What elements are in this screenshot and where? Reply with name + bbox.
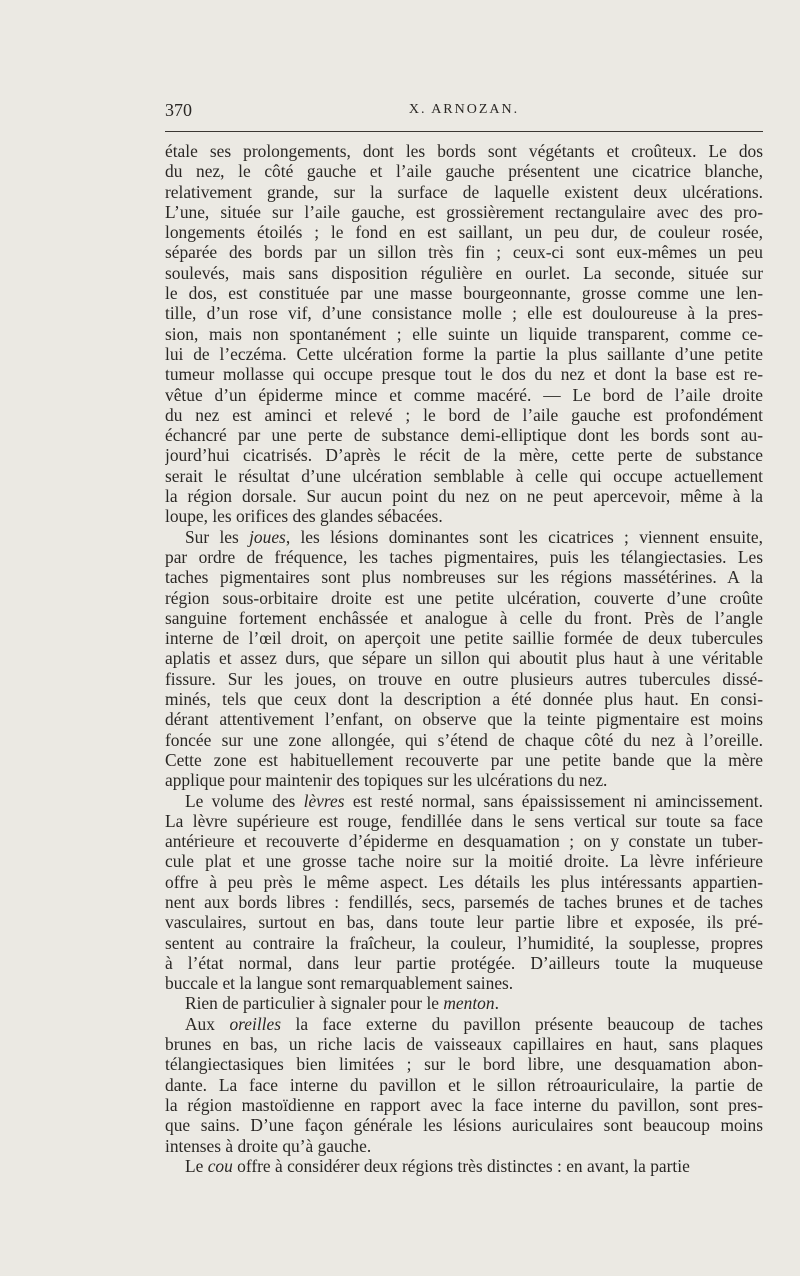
text-line bbox=[165, 709, 763, 729]
text-line bbox=[165, 344, 763, 364]
text-run: loupe, les orifices des glandes sébacées. bbox=[165, 506, 443, 527]
text-line bbox=[165, 486, 763, 506]
text-line bbox=[165, 1075, 763, 1095]
italic-term: cou bbox=[207, 1155, 233, 1176]
text-run: serait le résultat d’une ulcération semblable à celle qui occupe actuellement bbox=[165, 465, 763, 486]
text-run: la région mastoïdienne en rapport avec la face interne du pavillon, sont pres- bbox=[165, 1094, 763, 1115]
text-line bbox=[165, 303, 763, 323]
text-line bbox=[165, 811, 763, 831]
text-run: applique pour maintenir des topiques sur les ulcérations du nez. bbox=[165, 770, 608, 791]
text-line bbox=[165, 405, 763, 425]
text-line bbox=[165, 141, 763, 161]
paragraph bbox=[165, 527, 763, 791]
text-run: le dos, est constituée par une masse bourgeonnante, grosse comme une len- bbox=[165, 283, 763, 304]
paragraph bbox=[165, 993, 763, 1013]
text-run: région sous-orbitaire droite est une petite ulcération, couverte d’une croûte bbox=[165, 587, 763, 608]
running-head: X. ARNOZAN. bbox=[408, 102, 520, 117]
text-line bbox=[165, 1136, 763, 1156]
text-line bbox=[165, 242, 763, 262]
italic-term: joues bbox=[249, 526, 286, 547]
text-run: aplatis et assez durs, que sépare un sillon qui aboutit plus haut à une véritable bbox=[165, 648, 763, 669]
text-run: la face externe du pavillon présente beaucoup de taches bbox=[280, 1013, 763, 1034]
text-line bbox=[165, 831, 763, 851]
text-line bbox=[165, 689, 763, 709]
text-line bbox=[165, 1014, 763, 1034]
text-run: Aux bbox=[185, 1013, 230, 1034]
text-run: minés, tels que ceux dont la description a été donnée plus haut. En consi- bbox=[165, 689, 763, 710]
italic-term: oreilles bbox=[229, 1013, 281, 1034]
paragraph bbox=[165, 1156, 763, 1176]
text-line bbox=[165, 912, 763, 932]
text-run: cule plat et une grosse tache noire sur la moitié droite. La lèvre inférieure bbox=[165, 851, 763, 872]
text-run: offre à peu près le même aspect. Les détails les plus intéressants appartien- bbox=[165, 871, 763, 892]
header-rule bbox=[165, 131, 763, 132]
text-line bbox=[165, 1156, 763, 1176]
text-run: que sains. D’une façon générale les lésions auriculaires sont beaucoup moins bbox=[165, 1115, 763, 1136]
text-run: par ordre de fréquence, les taches pigmentaires, puis les télangiectasies. Les bbox=[165, 546, 763, 567]
text-run: échancré par une perte de substance demi-elliptique dont les bords sont au- bbox=[165, 425, 763, 446]
text-line bbox=[165, 669, 763, 689]
text-line bbox=[165, 953, 763, 973]
text-line bbox=[165, 527, 763, 547]
text-line bbox=[165, 445, 763, 465]
text-run: longements étoilés ; le fond en est saillant, un peu dur, de couleur rosée, bbox=[165, 222, 763, 243]
text-line bbox=[165, 933, 763, 953]
text-line bbox=[165, 993, 763, 1013]
text-run: du nez, le côté gauche et l’aile gauche présentent une cicatrice blanche, bbox=[165, 161, 763, 182]
text-line bbox=[165, 385, 763, 405]
text-run: la région dorsale. Sur aucun point du nez on ne peut apercevoir, même à la bbox=[165, 486, 763, 507]
italic-term: menton bbox=[443, 993, 495, 1014]
text-line bbox=[165, 506, 763, 526]
text-line bbox=[165, 222, 763, 242]
text-line bbox=[165, 770, 763, 790]
text-run: vasculaires, surtout en bas, dans toute leur partie libre et exposée, ils pré- bbox=[165, 912, 763, 933]
text-run: Le volume des bbox=[185, 790, 304, 811]
text-run: interne de l’œil droit, on aperçoit une petite saillie formée de deux tubercules bbox=[165, 628, 763, 649]
text-run: foncée sur une zone allongée, qui s’étend de chaque côté du nez à l’oreille. bbox=[165, 729, 763, 750]
text-run: Cette zone est habituellement recouverte par une petite bande que la mère bbox=[165, 749, 763, 770]
text-run: soulevés, mais sans disposition régulière en ourlet. La seconde, située sur bbox=[165, 262, 763, 283]
italic-term: lèvres bbox=[303, 790, 345, 811]
text-line bbox=[165, 202, 763, 222]
text-run: , les lésions dominantes sont les cicatrices ; viennent ensuite, bbox=[285, 526, 763, 547]
text-line bbox=[165, 283, 763, 303]
text-run: tumeur mollasse qui occupe presque tout le dos du nez et dont la base est re- bbox=[165, 364, 763, 385]
text-run: dante. La face interne du pavillon et le sillon rétroauriculaire, la partie de bbox=[165, 1074, 763, 1095]
text-run: offre à considérer deux régions très distinctes : en avant, la partie bbox=[232, 1155, 690, 1176]
text-run: Sur les bbox=[185, 526, 250, 547]
text-run: séparée des bords par un sillon très fin ; ceux-ci sont eux-mêmes un peu bbox=[165, 242, 763, 263]
text-line bbox=[165, 648, 763, 668]
text-line bbox=[165, 425, 763, 445]
text-line bbox=[165, 547, 763, 567]
text-run: La lèvre supérieure est rouge, fendillée dans le sens vertical sur toute sa face bbox=[165, 810, 763, 831]
text-run: Rien de particulier à signaler pour le bbox=[185, 993, 444, 1014]
text-line bbox=[165, 750, 763, 770]
text-run: tille, d’un rose vif, d’une consistance molle ; elle est douloureuse à la pres- bbox=[165, 303, 763, 324]
text-run: sanguine fortement enchâssée et analogue à celle du front. Près de l’angle bbox=[165, 607, 763, 628]
text-line bbox=[165, 730, 763, 750]
text-run: sentent au contraire la fraîcheur, la couleur, l’humidité, la souplesse, propres bbox=[165, 932, 763, 953]
text-line bbox=[165, 182, 763, 202]
text-run: taches pigmentaires sont plus nombreuses sur les régions massétérines. A la bbox=[165, 567, 763, 588]
text-run: . bbox=[494, 993, 499, 1014]
paragraph bbox=[165, 791, 763, 994]
text-run: dérant attentivement l’enfant, on observe que la teinte pigmentaire est moins bbox=[165, 709, 763, 730]
text-line bbox=[165, 791, 763, 811]
text-run: relativement grande, sur la surface de laquelle existent deux ulcérations. bbox=[165, 181, 763, 202]
body-text bbox=[165, 141, 763, 1176]
text-line bbox=[165, 364, 763, 384]
text-run: du nez est aminci et relevé ; le bord de l’aile gauche est profondément bbox=[165, 404, 763, 425]
text-line bbox=[165, 628, 763, 648]
text-line bbox=[165, 567, 763, 587]
text-run: buccale et la langue sont remarquablement saines. bbox=[165, 973, 514, 994]
text-run: à l’état normal, dans leur partie protégée. D’ailleurs toute la muqueuse bbox=[165, 952, 763, 973]
text-run: sion, mais non spontanément ; elle suinte un liquide transparent, comme ce- bbox=[165, 323, 763, 344]
text-line bbox=[165, 608, 763, 628]
text-line bbox=[165, 263, 763, 283]
text-line bbox=[165, 588, 763, 608]
text-run: lui de l’eczéma. Cette ulcération forme la partie la plus saillante d’une petite bbox=[165, 343, 763, 364]
paragraph bbox=[165, 141, 763, 527]
text-run: intenses à droite qu’à gauche. bbox=[165, 1135, 372, 1156]
text-run: télangiectasiques bien limitées ; sur le bord libre, une desquamation abon- bbox=[165, 1054, 763, 1075]
text-line bbox=[165, 1034, 763, 1054]
text-run: étale ses prolongements, dont les bords sont végétants et croûteux. Le dos bbox=[165, 141, 763, 161]
text-run: Le bbox=[185, 1155, 208, 1176]
text-line bbox=[165, 892, 763, 912]
text-line bbox=[165, 324, 763, 344]
text-line bbox=[165, 161, 763, 181]
text-run: nent aux bords libres : fendillés, secs, parsemés de taches brunes et de taches bbox=[165, 891, 763, 912]
text-run: est resté normal, sans épaississement ni amincissement. bbox=[344, 790, 763, 811]
page-header bbox=[165, 100, 763, 124]
paragraph bbox=[165, 1014, 763, 1156]
text-line bbox=[165, 851, 763, 871]
page-number: 370 bbox=[165, 100, 192, 120]
text-line bbox=[165, 973, 763, 993]
text-run: jourd’hui cicatrisés. D’après le récit de la mère, cette perte de substance bbox=[165, 445, 763, 466]
text-run: brunes en bas, un riche lacis de vaisseaux capillaires en haut, sans plaques bbox=[165, 1034, 763, 1055]
text-run: L’une, située sur l’aile gauche, est grossièrement rectangulaire avec des pro- bbox=[165, 201, 763, 222]
text-run: vêtue d’un épiderme mince et comme macéré. — Le bord de l’aile droite bbox=[165, 384, 763, 405]
text-run: fissure. Sur les joues, on trouve en outre plusieurs autres tubercules dissé- bbox=[165, 668, 763, 689]
text-line bbox=[165, 1095, 763, 1115]
text-line bbox=[165, 466, 763, 486]
text-line bbox=[165, 1054, 763, 1074]
text-line bbox=[165, 872, 763, 892]
text-line bbox=[165, 1115, 763, 1135]
text-run: antérieure et recouverte d’épiderme en desquamation ; on y constate un tuber- bbox=[165, 831, 763, 852]
